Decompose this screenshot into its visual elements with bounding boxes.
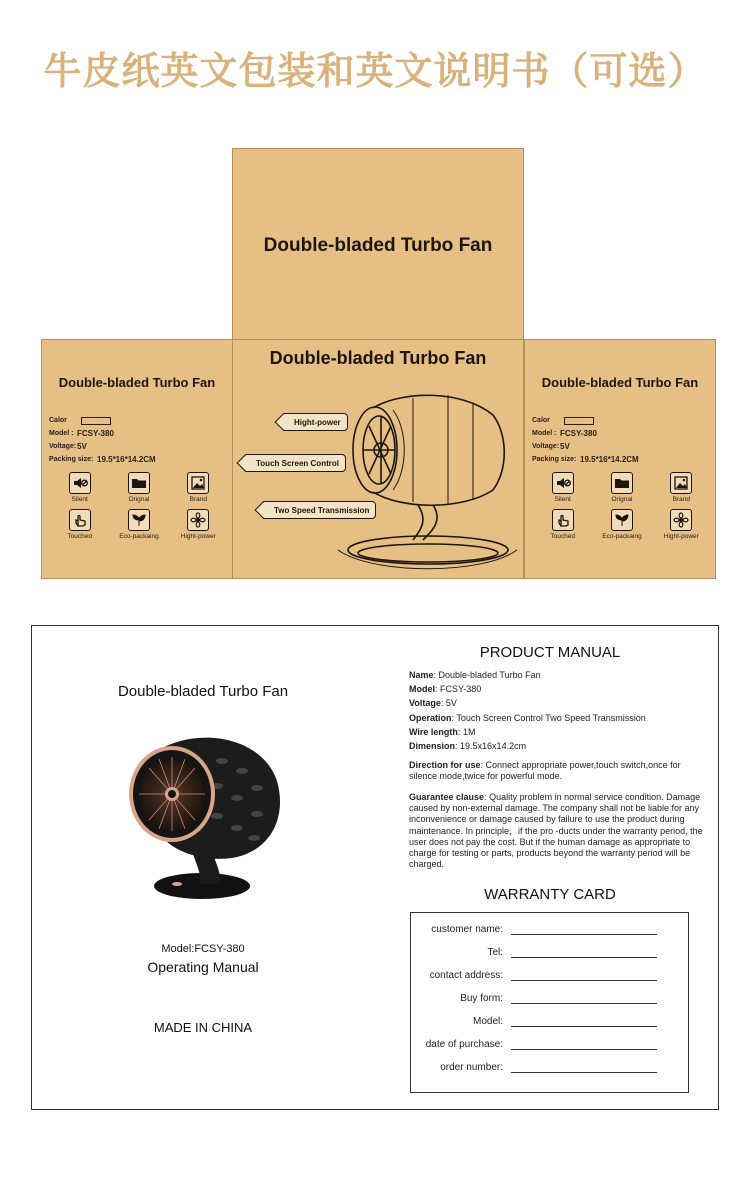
icon-cell-silent xyxy=(50,472,109,503)
icon-cell-silent xyxy=(533,472,592,503)
spec-value: 5V xyxy=(77,442,87,451)
icon-cell-eco xyxy=(109,509,168,540)
warranty-card-title: WARRANTY CARD xyxy=(484,886,616,903)
pm-spec-label: Name xyxy=(409,670,434,680)
center-title: Double-bladed Turbo Fan xyxy=(269,348,487,368)
warranty-field-label: Buy form: xyxy=(460,993,503,1004)
pm-spec-row: Operation: Touch Screen Control Two Speed Transmission xyxy=(409,712,646,723)
spec-value: 19.5*16*14.2CM xyxy=(580,455,639,464)
product-manual-specs xyxy=(409,668,709,753)
side-specs xyxy=(49,414,156,466)
warranty-field-label: Model: xyxy=(472,1016,503,1027)
feature-tag-two-speed: Two Speed Transmission xyxy=(263,501,376,519)
icon-cell-eco xyxy=(592,509,651,540)
feature-icons xyxy=(50,472,228,540)
speaker-muted-icon xyxy=(69,472,91,494)
spec-row-color xyxy=(532,414,639,427)
spec-label: Packing size: xyxy=(49,456,94,463)
hand-pointer-icon xyxy=(552,509,574,531)
feature-icons xyxy=(533,472,711,540)
icon-cell-brand xyxy=(169,472,228,503)
pm-spec-value: FCSY-380 xyxy=(440,684,482,695)
made-in-label: MADE IN CHINA xyxy=(153,1020,253,1035)
icon-label: Eco-packaing xyxy=(119,533,159,540)
spec-row-size xyxy=(532,453,639,466)
pm-spec-row: Model: FCSY-380 xyxy=(409,684,482,695)
warranty-field-date xyxy=(411,1038,690,1050)
spec-row-voltage xyxy=(49,440,156,453)
speaker-muted-icon xyxy=(552,472,574,494)
guarantee-clause: Guarantee clause: Quality problem in normal service condition. Damage caused by non-external damage. The company shall not be liable for any inconvenience or damage caused by failure to use the product during maintenance. In principle，if the pro -ducts under the warranty period, the user does not pay the cost. But if the human damage as appropriate to charge for testing or parts, products beyond the warranty period will be charged. xyxy=(409,792,703,870)
pm-spec-row: Voltage: 5V xyxy=(409,698,457,709)
pm-spec-row: Wire length: 1M xyxy=(409,726,476,737)
warranty-field-line xyxy=(511,946,657,958)
side-title: Double-bladed Turbo Fan xyxy=(58,375,216,390)
warranty-field-label: contact address: xyxy=(429,970,503,981)
spec-row-model xyxy=(49,427,156,440)
pm-spec-value: Touch Screen Control Two Speed Transmission xyxy=(456,712,646,723)
box-left-panel xyxy=(41,339,233,579)
pm-spec-value: Double-bladed Turbo Fan xyxy=(438,670,541,680)
picture-icon xyxy=(670,472,692,494)
warranty-field-line xyxy=(511,1061,657,1073)
spec-value: FCSY-380 xyxy=(560,429,597,438)
warranty-field-customer-name xyxy=(411,923,690,935)
icon-label: Orignal xyxy=(611,496,633,503)
spec-label: Voltage: xyxy=(532,443,560,450)
box-front-panel xyxy=(232,339,524,579)
spec-row-model xyxy=(532,427,639,440)
spec-value: 5V xyxy=(560,442,570,451)
warranty-field-label: order number: xyxy=(440,1062,503,1073)
pm-spec-label: Voltage xyxy=(409,698,441,709)
pm-spec-label: Operation xyxy=(409,712,452,723)
pm-spec-value: 19.5x16x14.2cm xyxy=(460,741,527,752)
folder-icon xyxy=(611,472,633,494)
cover-model: Model:FCSY-380 xyxy=(161,943,245,955)
pm-spec-row: Dimension: 19.5x16x14.2cm xyxy=(409,741,527,752)
pm-spec-label: Wire length xyxy=(409,726,458,737)
fan-sketch-illustration xyxy=(333,370,518,575)
color-swatch-box xyxy=(81,417,111,425)
leaf-icon xyxy=(611,509,633,531)
cover-title: Double-bladed Turbo Fan xyxy=(117,683,289,700)
icon-label: Orignal xyxy=(128,496,150,503)
icon-label: Touched xyxy=(550,533,575,540)
icon-label: Silent xyxy=(554,496,571,503)
icon-label: Brand xyxy=(672,496,690,503)
feature-tag-touch-screen: Touch Screen Control xyxy=(245,454,346,472)
page-title: 牛皮纸英文包装和英文说明书（可选） xyxy=(43,49,707,93)
icon-cell-original xyxy=(592,472,651,503)
pm-spec-label: Dimension xyxy=(409,741,456,752)
spec-row-voltage xyxy=(532,440,639,453)
spec-row-color xyxy=(49,414,156,427)
icon-label: Brand xyxy=(189,496,207,503)
icon-cell-touched xyxy=(533,509,592,540)
spec-value: 19.5*16*14.2CM xyxy=(97,455,156,464)
guarantee-label: Guarantee clause xyxy=(409,792,485,802)
spec-label: Packing size: xyxy=(532,456,577,463)
cover-subtitle: Operating Manual xyxy=(147,959,259,975)
box-right-panel xyxy=(524,339,716,579)
pm-spec-value: 5V xyxy=(445,698,457,709)
warranty-field-buy-form xyxy=(411,992,690,1004)
warranty-field-line xyxy=(511,992,657,1004)
icon-cell-touched xyxy=(50,509,109,540)
warranty-field-line xyxy=(511,969,657,981)
spec-label: Model : xyxy=(532,430,557,437)
direction-for-use: Direction for use: Connect appropriate power,touch switch,once for silence mode,twice for powerful mode. xyxy=(409,760,681,782)
warranty-field-address xyxy=(411,969,690,981)
icon-label: Touched xyxy=(67,533,92,540)
warranty-field-line xyxy=(511,923,657,935)
box-top-flap xyxy=(232,148,524,340)
manual-sheet xyxy=(31,625,719,1110)
warranty-field-label: date of purchase: xyxy=(425,1039,503,1050)
spec-label: Model : xyxy=(49,430,74,437)
icon-cell-power xyxy=(652,509,711,540)
flower-fan-icon xyxy=(187,509,209,531)
icon-label: Hight-power xyxy=(180,533,216,540)
pm-spec-row: Name: Double-bladed Turbo Fan xyxy=(409,670,541,680)
direction-text: Connect appropriate power,touch switch,once for silence mode,twice for powerful mode. xyxy=(409,760,681,782)
leaf-icon xyxy=(128,509,150,531)
icon-cell-original xyxy=(109,472,168,503)
icon-label: Hight-power xyxy=(663,533,699,540)
flower-fan-icon xyxy=(670,509,692,531)
pm-spec-value: 1M xyxy=(462,726,476,737)
guarantee-text: Quality problem in normal service condition. Damage caused by non-external damage. The company shall not be liable for any inconvenience or damage caused by failure to use the product during maintenance. In principle，if the pro -ducts under the warranty period, the user does not pay the cost. But if the human damage as appropriate to charge for testing or parts, products beyond the warranty period will be charged. xyxy=(409,792,703,870)
warranty-field-label: customer name: xyxy=(431,924,503,935)
icon-cell-brand xyxy=(652,472,711,503)
color-swatch-box xyxy=(564,417,594,425)
hand-pointer-icon xyxy=(69,509,91,531)
warranty-field-label: Tel: xyxy=(487,947,503,958)
side-specs xyxy=(532,414,639,466)
spec-value: FCSY-380 xyxy=(77,429,114,438)
warranty-field-line xyxy=(511,1015,657,1027)
product-manual-title: PRODUCT MANUAL xyxy=(479,644,621,661)
warranty-card-box xyxy=(410,912,689,1093)
direction-label: Direction for use xyxy=(409,760,481,770)
side-title: Double-bladed Turbo Fan xyxy=(541,375,699,390)
folder-icon xyxy=(128,472,150,494)
flap-title: Double-bladed Turbo Fan xyxy=(263,235,493,256)
picture-icon xyxy=(187,472,209,494)
warranty-field-model xyxy=(411,1015,690,1027)
feature-tag-hight-power: Hight-power xyxy=(283,413,348,431)
pm-spec-label: Model xyxy=(409,684,435,695)
spec-label: Calor xyxy=(532,417,550,424)
icon-label: Eco-packaing xyxy=(602,533,642,540)
warranty-field-line xyxy=(511,1038,657,1050)
spec-row-size xyxy=(49,453,156,466)
warranty-field-order-number xyxy=(411,1061,690,1073)
spec-label: Voltage: xyxy=(49,443,77,450)
spec-label: Calor xyxy=(49,417,67,424)
icon-label: Silent xyxy=(71,496,88,503)
icon-cell-power xyxy=(169,509,228,540)
warranty-field-tel xyxy=(411,946,690,958)
turbo-fan-product-image xyxy=(122,726,287,906)
